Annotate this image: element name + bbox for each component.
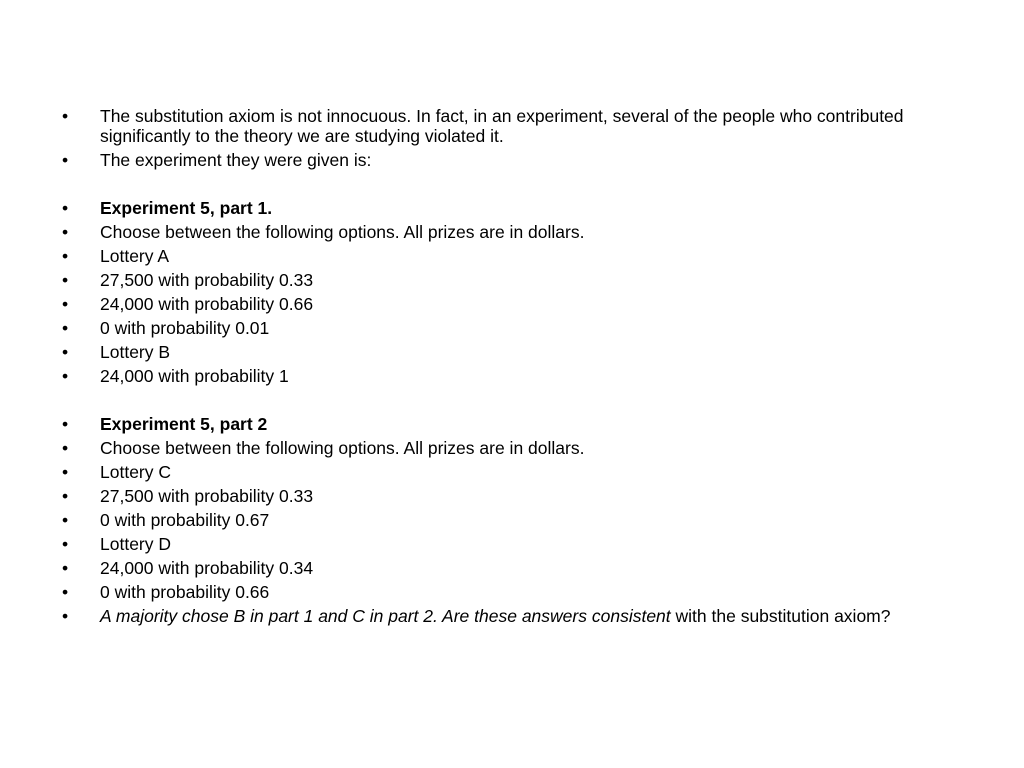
- part2-bullet-lottery-d: [62, 534, 942, 554]
- bullet-text: Lottery B: [100, 342, 171, 362]
- bullet-text: 24,000 with probability 1: [100, 366, 289, 386]
- bullet-text: The experiment they were given is:: [100, 150, 372, 170]
- intro-bullet-1: [62, 106, 942, 146]
- bullet-text: 24,000 with probability 0.34: [100, 558, 314, 578]
- bullet-text: 27,500 with probability 0.33: [100, 270, 314, 290]
- part2-bullet-c-prize-1: [62, 486, 942, 506]
- bullet-dot: •: [62, 150, 69, 170]
- part1-bullet-a-prize-1: [62, 270, 942, 290]
- part1-bullet-a-prize-3: [62, 318, 942, 338]
- part2-heading: Experiment 5, part 2: [100, 414, 268, 434]
- bullet-text: 27,500 with probability 0.33: [100, 486, 314, 506]
- bullet-text: 24,000 with probability 0.66: [100, 294, 314, 314]
- part1-bullet-lottery-b: [62, 342, 942, 362]
- bullet-dot: •: [62, 342, 69, 362]
- intro-bullet-2: [62, 150, 942, 170]
- bullet-text: Choose between the following options. All prizes are in dollars.: [100, 438, 585, 458]
- part2-bullet-instructions: [62, 438, 942, 458]
- part1-bullet-a-prize-2: [62, 294, 942, 314]
- bullet-text: Lottery D: [100, 534, 171, 554]
- bullet-dot: •: [62, 534, 69, 554]
- bullet-dot: •: [62, 510, 69, 530]
- question-bullet: [62, 606, 942, 626]
- part1-bullet-instructions: [62, 222, 942, 242]
- part2-bullet-c-prize-2: [62, 510, 942, 530]
- bullet-list: [62, 106, 942, 630]
- bullet-dot: •: [62, 270, 69, 290]
- part1-heading: Experiment 5, part 1.: [100, 198, 273, 218]
- question-regular-text: with the substitution axiom?: [670, 606, 891, 626]
- part1-heading-bullet: [62, 198, 942, 218]
- bullet-dot: •: [62, 414, 69, 434]
- bullet-text: Lottery C: [100, 462, 171, 482]
- bullet-text: Choose between the following options. All prizes are in dollars.: [100, 222, 585, 242]
- bullet-dot: •: [62, 294, 69, 314]
- bullet-text: Lottery A: [100, 246, 170, 266]
- bullet-dot: •: [62, 198, 69, 218]
- part2-bullet-d-prize-2: [62, 582, 942, 602]
- part2-heading-bullet: [62, 414, 942, 434]
- bullet-dot: •: [62, 486, 69, 506]
- bullet-text: 0 with probability 0.67: [100, 510, 270, 530]
- bullet-dot: •: [62, 318, 69, 338]
- part2-bullet-d-prize-1: [62, 558, 942, 578]
- bullet-dot: •: [62, 438, 69, 458]
- bullet-dot: •: [62, 246, 69, 266]
- bullet-text: 0 with probability 0.66: [100, 582, 270, 602]
- question-italic-text: A majority chose B in part 1 and C in part 2. Are these answers consistent: [100, 606, 671, 626]
- bullet-dot: •: [62, 606, 69, 626]
- bullet-dot: •: [62, 462, 69, 482]
- part1-bullet-b-prize-1: [62, 366, 942, 386]
- bullet-dot: •: [62, 366, 69, 386]
- bullet-dot: •: [62, 106, 69, 126]
- bullet-text: 0 with probability 0.01: [100, 318, 270, 338]
- bullet-dot: •: [62, 558, 69, 578]
- part1-bullet-lottery-a: [62, 246, 942, 266]
- bullet-text: The substitution axiom is not innocuous. In fact, in an experiment, several of the people who contributed significantly to the theory we are studying violated it.: [100, 106, 904, 146]
- bullet-dot: •: [62, 582, 69, 602]
- part2-bullet-lottery-c: [62, 462, 942, 482]
- bullet-dot: •: [62, 222, 69, 242]
